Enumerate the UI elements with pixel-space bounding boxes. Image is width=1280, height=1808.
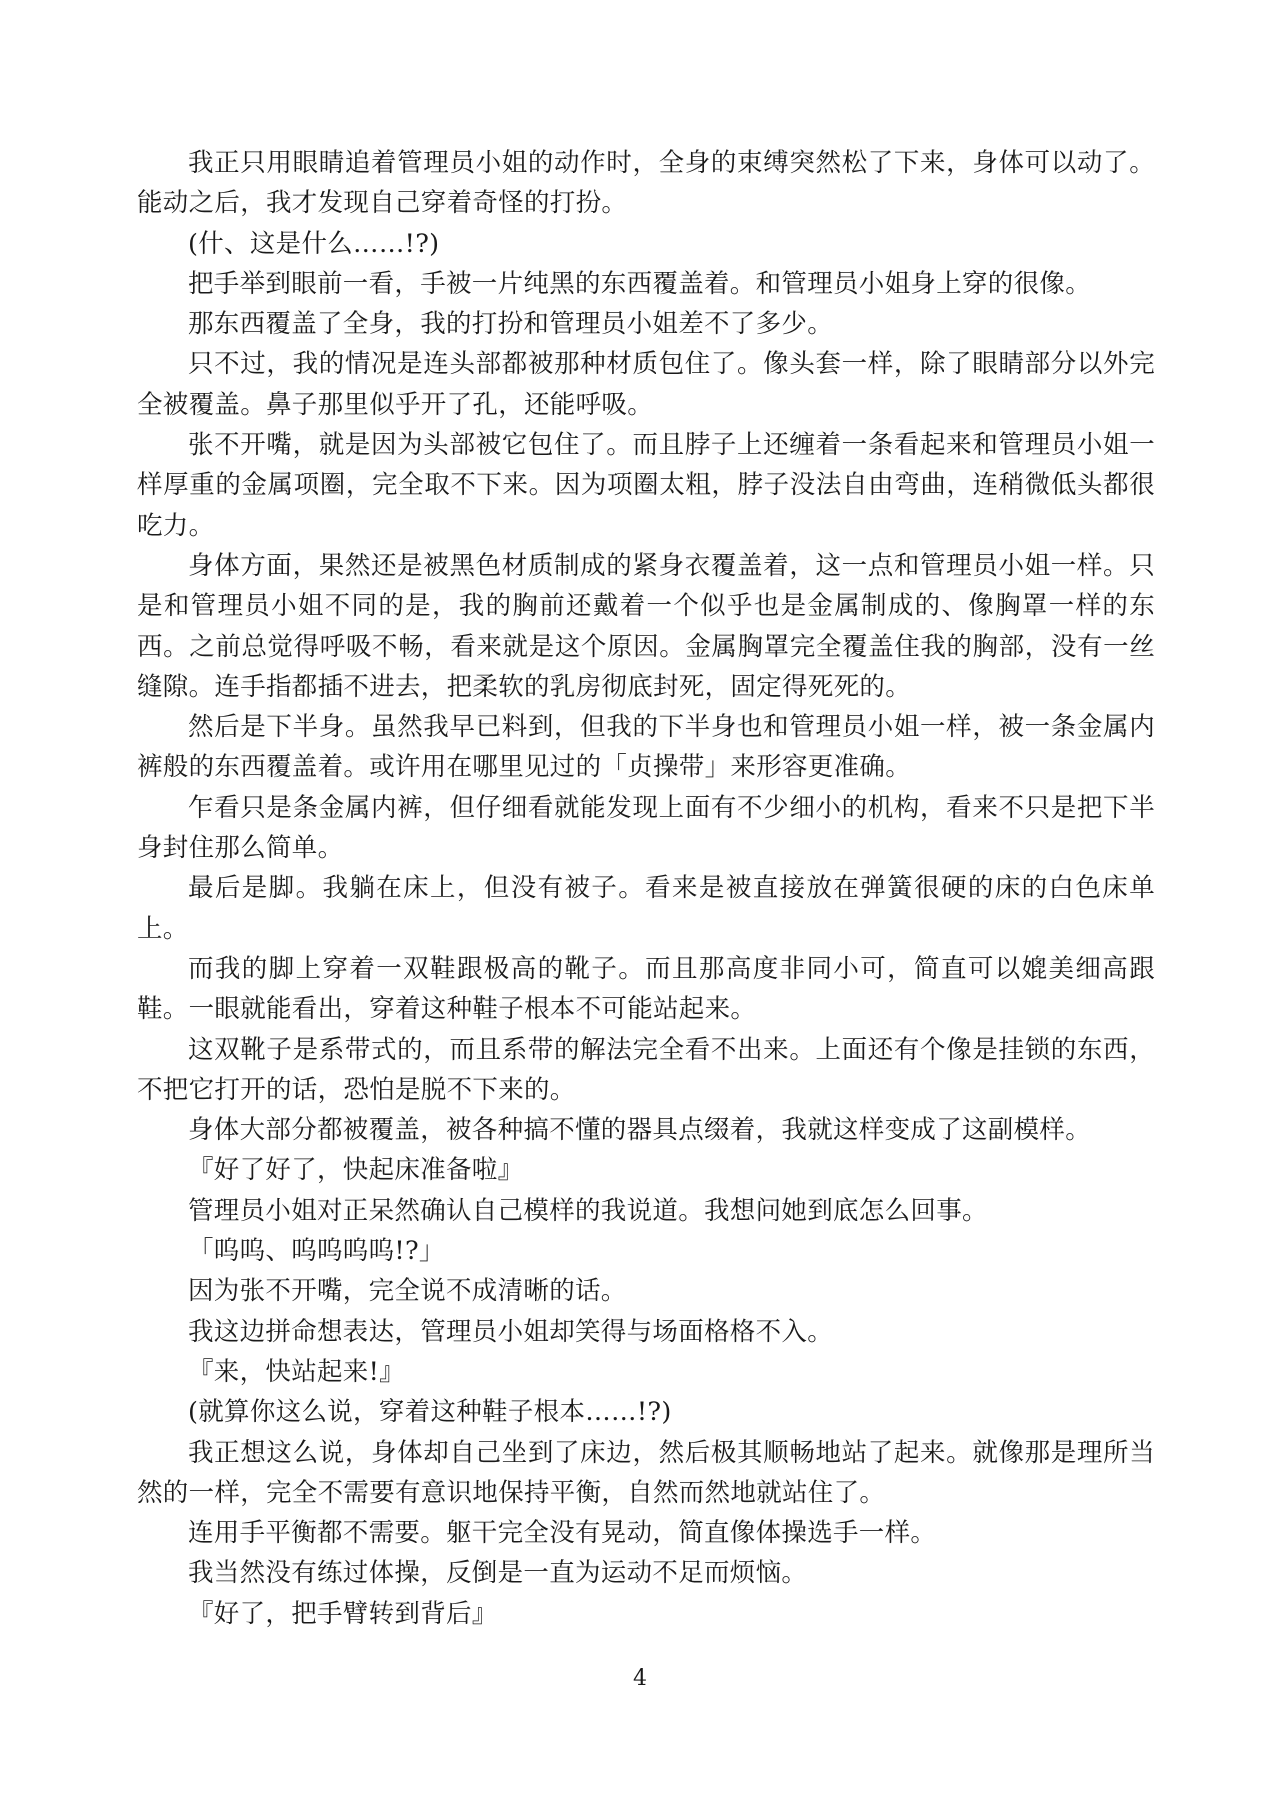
paragraph: 而我的脚上穿着一双鞋跟极高的靴子。而且那高度非同小可，简直可以媲美细高跟鞋。一眼就能看出，穿着这种鞋子根本不可能站起来。: [137, 953, 1155, 1025]
paragraph: 管理员小姐对正呆然确认自己模样的我说道。我想问她到底怎么回事。: [188, 1195, 988, 1226]
paragraph: 我这边拼命想表达，管理员小姐却笑得与场面格格不入。: [188, 1316, 834, 1347]
paragraph: 身体方面，果然还是被黑色材质制成的紧身衣覆盖着，这一点和管理员小姐一样。只是和管理员小姐不同的是，我的胸前还戴着一个似乎也是金属制成的、像胸罩一样的东西。之前总觉得呼吸不畅，看来就是这个原因。金属胸罩完全覆盖住我的胸部，没有一丝缝隙。连手指都插不进去，把柔软的乳房彻底封死，固定得死死的。: [137, 550, 1155, 702]
paragraph: 只不过，我的情况是连头部都被那种材质包住了。像头套一样，除了眼睛部分以外完全被覆盖。鼻子那里似乎开了孔，还能呼吸。: [137, 349, 1155, 420]
paragraph: 把手举到眼前一看，手被一片纯黑的东西覆盖着。和管理员小姐身上穿的很像。: [188, 268, 1092, 299]
paragraph: 这双靴子是系带式的，而且系带的解法完全看不出来。上面还有个像是挂锁的东西，不把它打开的话，恐怕是脱不下来的。: [137, 1034, 1155, 1105]
page-body: [137, 143, 1155, 1634]
paragraph: 连用手平衡都不需要。躯干完全没有晃动，简直像体操选手一样。: [188, 1518, 937, 1549]
paragraph: 『好了，把手臂转到背后』: [188, 1598, 498, 1629]
paragraph: 「呜呜、呜呜呜呜!?」: [188, 1236, 445, 1267]
paragraph: 最后是脚。我躺在床上，但没有被子。看来是被直接放在弹簧很硬的床的白色床单上。: [137, 873, 1155, 944]
paragraph: 乍看只是条金属内裤，但仔细看就能发现上面有不少细小的机构，看来不只是把下半身封住那么简单。: [137, 792, 1155, 864]
paragraph: 我正只用眼睛追着管理员小姐的动作时，全身的束缚突然松了下来，身体可以动了。能动之后，我才发现自己穿着奇怪的打扮。: [137, 148, 1155, 219]
paragraph: 『来，快站起来!』: [188, 1356, 405, 1387]
paragraph: 然后是下半身。虽然我早已料到，但我的下半身也和管理员小姐一样，被一条金属内裤般的东西覆盖着。或许用在哪里见过的「贞操带」来形容更准确。: [137, 712, 1155, 783]
paragraph: 我当然没有练过体操，反倒是一直为运动不足而烦恼。: [188, 1558, 808, 1589]
paragraph: 因为张不开嘴，完全说不成清晰的话。: [188, 1276, 627, 1307]
paragraph: 张不开嘴，就是因为头部被它包住了。而且脖子上还缠着一条看起来和管理员小姐一样厚重的金属项圈，完全取不下来。因为项圈太粗，脖子没法自由弯曲，连稍微低头都很吃力。: [137, 430, 1155, 541]
paragraph: 那东西覆盖了全身，我的打扮和管理员小姐差不了多少。: [188, 309, 834, 340]
paragraph: 我正想这么说，身体却自己坐到了床边，然后极其顺畅地站了起来。就像那是理所当然的一样，完全不需要有意识地保持平衡，自然而然地就站住了。: [137, 1437, 1155, 1508]
page-number: 4: [633, 1666, 647, 1691]
paragraph: 『好了好了，快起床准备啦』: [188, 1155, 524, 1186]
paragraph: 身体大部分都被覆盖，被各种搞不懂的器具点缀着，我就这样变成了这副模样。: [188, 1115, 1092, 1146]
paragraph: (什、这是什么……!?): [188, 228, 440, 259]
paragraph: (就算你这么说，穿着这种鞋子根本……!?): [188, 1397, 672, 1428]
